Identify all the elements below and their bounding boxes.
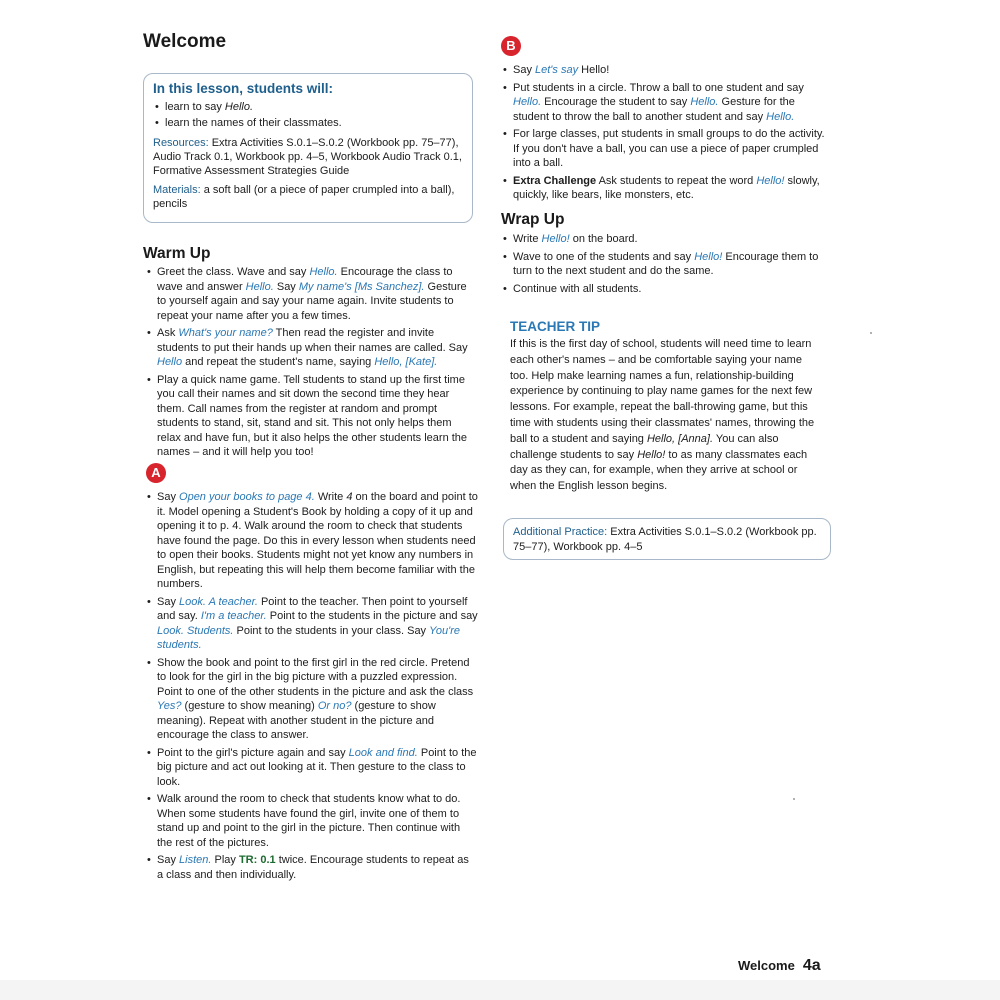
additional-practice-label: Additional Practice: — [513, 526, 608, 538]
emphasis-text: TR: 0.1 — [238, 854, 276, 866]
list-item — [499, 63, 829, 78]
warm-up-heading: Warm Up — [143, 245, 211, 262]
objective-item — [153, 99, 463, 115]
emphasis-text: Extra Challenge — [513, 174, 597, 187]
body-text: Point to the students in the picture and say — [266, 610, 478, 622]
list-item — [143, 595, 478, 653]
emphasis-text: Open your books to page 4. — [179, 491, 315, 503]
body-text: on the board. — [569, 233, 638, 245]
body-text: Point to the students in your class. Say — [233, 624, 430, 637]
emphasis-text: Hello. — [690, 96, 719, 108]
body-text: Say — [157, 854, 180, 866]
objective-text: learn the names of their classmates. — [165, 117, 342, 129]
materials-line — [153, 183, 463, 211]
body-text: Write — [513, 233, 542, 245]
body-text: Hello! — [578, 64, 610, 76]
section-a-list — [143, 490, 478, 885]
body-text: Ask — [157, 327, 179, 339]
list-item — [143, 853, 478, 882]
list-item — [143, 656, 478, 743]
list-item — [143, 265, 478, 323]
body-text: Walk around the room to check that students know what to do. When some students have found the girl, invite one of them to stand up and point to the girl in the picture. Then continue with the rest of the pictures. — [157, 793, 461, 849]
materials-text: a soft ball (or a piece of paper crumpled into a ball), pencils — [153, 184, 455, 210]
body-text: Encourage the class to wave and answer — [157, 266, 453, 293]
emphasis-text: 4 — [346, 491, 353, 503]
emphasis-text: Hello. — [513, 96, 542, 108]
section-b-badge: B — [501, 36, 521, 56]
emphasis-text: My name's [Ms Sanchez]. — [298, 280, 425, 293]
emphasis-text: Hello! — [756, 174, 785, 187]
body-text: Then read the register and invite students to put their hands up when their names are called. Say — [157, 327, 468, 354]
body-text: (gesture to show meaning). Repeat with another student in the picture and encourage the class to answer. — [157, 700, 436, 741]
objective-text: learn to say — [165, 101, 225, 113]
body-text: Point to the girl's picture again and say — [157, 746, 349, 759]
body-text: Point to the teacher. Then point to yourself and say. — [157, 595, 468, 622]
footer-label: Welcome — [738, 958, 795, 973]
emphasis-text: Hello, [Anna]. — [646, 432, 714, 445]
objective-emphasis: Hello. — [224, 101, 254, 113]
materials-label: Materials: — [153, 184, 201, 196]
emphasis-text: What's your name? — [178, 327, 273, 339]
list-item — [499, 174, 829, 203]
emphasis-text: Hello — [157, 356, 183, 368]
page-title: Welcome — [143, 31, 227, 52]
list-item — [499, 81, 829, 125]
body-text: Encourage the student to say — [541, 96, 691, 108]
additional-practice-line — [513, 525, 821, 555]
list-item — [143, 326, 478, 370]
emphasis-text: Hello. — [245, 280, 274, 293]
wrap-up-heading: Wrap Up — [501, 211, 565, 228]
body-text: Say — [157, 595, 180, 608]
list-item — [143, 792, 478, 850]
body-text: Encourage them to turn to the next student and do the same. — [513, 250, 819, 277]
list-item — [499, 232, 829, 247]
emphasis-text: You're students. — [157, 624, 460, 651]
body-text: Say — [157, 491, 180, 503]
emphasis-text: I'm a teacher. — [200, 610, 267, 622]
list-item — [143, 746, 478, 790]
list-item — [143, 373, 478, 460]
emphasis-text: Hello. — [766, 110, 795, 123]
emphasis-text: Hello. — [309, 266, 338, 278]
body-text: Gesture for the student to throw the ball to another student and say — [513, 96, 795, 123]
page-number: 4a — [802, 957, 821, 974]
section-a-badge: A — [146, 463, 166, 483]
emphasis-text: Look. Students. — [157, 624, 234, 637]
page-bottom-edge — [0, 980, 1000, 1000]
teacher-tip-body — [510, 337, 820, 495]
body-text: Play — [211, 854, 239, 866]
body-text: Greet the class. Wave and say — [157, 266, 310, 278]
print-speck — [793, 798, 795, 800]
section-b-list — [499, 63, 829, 206]
body-text: Continue with all students. — [513, 282, 642, 295]
emphasis-text: Hello! — [637, 448, 666, 461]
body-text: Ask students to repeat the word — [596, 174, 757, 187]
body-text: Gesture to yourself again and say your name again. Invite students to repeat your name after you a few times. — [157, 280, 467, 322]
page-footer — [738, 957, 821, 975]
body-text: on the board and point to it. Model opening a Student's Book by holding a copy of it up and opening it to p. 4. Walk around the room to check that students have found the page. Do this in every lesson when students need to open their books. Students might not yet know any numbers in English, but repeating this will help them become familiar with the numbers. — [157, 491, 478, 590]
body-text: Say — [273, 280, 299, 293]
teacher-tip-title: TEACHER TIP — [510, 319, 601, 334]
wrap-up-list — [499, 232, 829, 299]
body-text: Wave to one of the students and say — [513, 250, 695, 263]
body-text: slowly, quickly, like bears, like monsters, etc. — [513, 174, 820, 201]
emphasis-text: Hello, [Kate]. — [374, 356, 438, 368]
emphasis-text: Look and find. — [348, 746, 418, 759]
resources-label: Resources: — [153, 137, 209, 149]
lesson-objectives-box — [143, 73, 473, 223]
body-text: Put students in a circle. Throw a ball to one student and say — [513, 81, 804, 94]
lesson-box-title: In this lesson, students will: — [153, 81, 334, 96]
body-text: Play a quick name game. Tell students to stand up the first time you call their names and sit down the second time they hear them. Call names from the register at random and prompt students to stand, sit, stand and sit. This not only helps them relax and have fun, but it also helps the other students learn the names – and it will help you too! — [157, 373, 468, 458]
emphasis-text: Listen. — [179, 854, 212, 866]
body-text: (gesture to show meaning) — [181, 700, 318, 712]
list-item — [499, 250, 829, 279]
emphasis-text: Hello! — [541, 233, 570, 245]
emphasis-text: Yes? — [157, 700, 182, 712]
resources-text: Extra Activities S.0.1–S.0.2 (Workbook pp. 75–77), Audio Track 0.1, Workbook pp. 4–5, Workbook Audio Track 0.1, Formative Assessment Strategies Guide — [153, 137, 462, 177]
list-item — [499, 282, 829, 297]
body-text: Say — [513, 64, 536, 76]
body-text: to as many classmates each day as they can, for example, when they arrive at school or when the English lesson begins. — [510, 448, 808, 493]
objectives-list — [153, 99, 463, 131]
list-item — [499, 127, 829, 171]
emphasis-text: Let's say — [535, 64, 579, 76]
additional-practice-box — [503, 518, 831, 560]
emphasis-text: Or no? — [317, 700, 352, 712]
body-text: twice. Encourage students to repeat as a class and then individually. — [157, 854, 469, 881]
resources-line — [153, 136, 463, 178]
body-text: For large classes, put students in small groups to do the activity. If you don't have a ball, you can use a piece of paper crumpled into a ball. — [513, 128, 825, 169]
body-text: Point to the big picture and act out looking at it. Then gesture to the class to look. — [157, 746, 477, 788]
body-text: Write — [314, 491, 347, 503]
body-text: If this is the first day of school, students will need time to learn each other's names – and be comfortable saying your name too. Help make learning names a fun, relationship-building experience by continuing to play name games for the next few lessons. For example, repeat the ball-throwing game, but this time with students using their classmates' names, throwing the ball to a student and saying — [510, 338, 815, 445]
objective-item — [153, 115, 463, 131]
body-text: You can also challenge students to say — [510, 432, 779, 461]
emphasis-text: Look. A teacher. — [179, 595, 258, 608]
emphasis-text: Hello! — [694, 250, 723, 263]
warm-up-list — [143, 265, 478, 463]
body-text: Show the book and point to the first girl in the red circle. Pretend to look for the girl in the big picture with a puzzled expression. Point to one of the other students in the picture and ask the class — [157, 656, 474, 698]
additional-practice-text: Extra Activities S.0.1–S.0.2 (Workbook pp. 75–77), Workbook pp. 4–5 — [513, 526, 817, 553]
body-text: and repeat the student's name, saying — [182, 356, 375, 368]
list-item — [143, 490, 478, 592]
print-speck — [870, 332, 872, 334]
